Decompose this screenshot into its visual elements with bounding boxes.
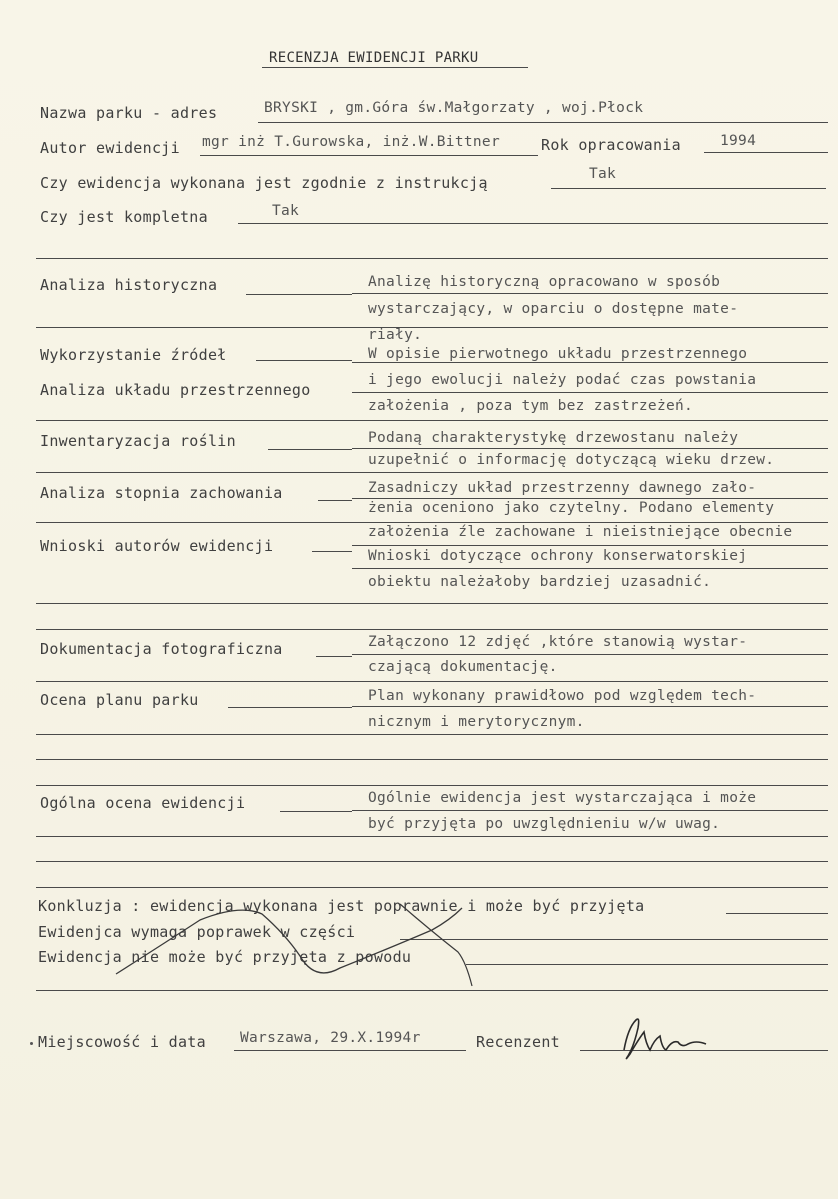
authors-conclusions-label: Wnioski autorów ewidencji bbox=[40, 537, 274, 555]
authors-conclusions-line-2: Wnioski dotyczące ochrony konserwatorskiej bbox=[368, 548, 748, 564]
photo-label: Dokumentacja fotograficzna bbox=[40, 640, 283, 658]
place-rule bbox=[234, 1050, 466, 1051]
hist-line-3: riały. bbox=[368, 327, 423, 343]
conclusion-line-1: Konkluzja : ewidencja wykonana jest poprawnie i może być przyjęta bbox=[38, 897, 645, 915]
sources-leader bbox=[256, 360, 352, 361]
author-line bbox=[200, 155, 538, 156]
complete-label: Czy jest kompletna bbox=[40, 208, 208, 226]
spatial-line-1: W opisie pierwotnego układu przestrzennego bbox=[368, 346, 748, 362]
blank-rule-5 bbox=[36, 887, 828, 888]
overall-rule-2 bbox=[36, 836, 828, 837]
sources-label: Wykorzystanie źródeł bbox=[40, 346, 227, 364]
hist-line-1: Analizę historyczną opracowano w sposób bbox=[368, 274, 721, 290]
complete-line bbox=[238, 223, 828, 224]
authors-conclusions-rule-3 bbox=[36, 603, 828, 604]
park-line bbox=[258, 122, 828, 123]
blank-rule-3 bbox=[36, 785, 828, 786]
hist-rule-2 bbox=[36, 327, 828, 328]
overall-line-1: Ogólnie ewidencja jest wystarczająca i może bbox=[368, 790, 757, 806]
photo-line-2: czającą dokumentację. bbox=[368, 659, 558, 675]
inventory-label: Inwentaryzacja roślin bbox=[40, 432, 236, 450]
overall-leader bbox=[280, 811, 352, 812]
rule-top bbox=[36, 258, 828, 259]
spatial-line-2: i jego ewolucji należy podać czas powstania bbox=[368, 372, 757, 388]
place-value: Warszawa, 29.X.1994r bbox=[240, 1030, 421, 1046]
place-label: Miejscowość i data bbox=[38, 1033, 206, 1051]
authors-conclusions-rule-1 bbox=[352, 545, 828, 546]
instruction-line bbox=[551, 188, 826, 189]
overall-rule-1 bbox=[352, 810, 828, 811]
photo-rule-1 bbox=[352, 654, 828, 655]
year-line bbox=[704, 152, 828, 153]
document-title: RECENZJA EWIDENCJI PARKU bbox=[269, 50, 479, 66]
reviewer-label: Recenzent bbox=[476, 1033, 560, 1051]
conclusion-rule-4 bbox=[36, 990, 828, 991]
author-value: mgr inż T.Gurowska, inż.W.Bittner bbox=[202, 134, 500, 150]
year-value: 1994 bbox=[720, 133, 757, 149]
preservation-rule-1 bbox=[352, 498, 828, 499]
spatial-label: Analiza układu przestrzennego bbox=[40, 381, 311, 399]
conclusion-line-3: Ewidencja nie może być przyjęta z powodu bbox=[38, 948, 412, 966]
reviewer-signature bbox=[606, 1010, 716, 1065]
margin-dot bbox=[30, 1042, 33, 1045]
plan-rule-2 bbox=[36, 734, 828, 735]
instruction-value: Tak bbox=[589, 166, 617, 182]
author-label: Autor ewidencji bbox=[40, 139, 180, 157]
instruction-label: Czy ewidencja wykonana jest zgodnie z instrukcją bbox=[40, 174, 488, 192]
plan-label: Ocena planu parku bbox=[40, 691, 199, 709]
preservation-label: Analiza stopnia zachowania bbox=[40, 484, 283, 502]
photo-leader bbox=[316, 656, 352, 657]
inventory-rule-2 bbox=[36, 472, 828, 473]
authors-conclusions-line-3: obiektu należałoby bardziej uzasadnić. bbox=[368, 574, 712, 590]
preservation-line-2: żenia oceniono jako czytelny. Podano elementy bbox=[368, 500, 775, 516]
complete-value: Tak bbox=[272, 203, 300, 219]
blank-rule-2 bbox=[36, 759, 828, 760]
park-label: Nazwa parku - adres bbox=[40, 104, 218, 122]
overall-line-2: być przyjęta po uwzględnieniu w/w uwag. bbox=[368, 816, 721, 832]
conclusion-rule-3 bbox=[466, 964, 828, 965]
blank-rule-4 bbox=[36, 861, 828, 862]
spatial-line-3: założenia , poza tym bez zastrzeżeń. bbox=[368, 398, 694, 414]
year-label: Rok opracowania bbox=[541, 136, 681, 154]
plan-line-1: Plan wykonany prawidłowo pod względem tech- bbox=[368, 688, 757, 704]
authors-conclusions-leader bbox=[312, 551, 352, 552]
spatial-rule-1 bbox=[352, 362, 828, 363]
preservation-line-1: Zasadniczy układ przestrzenny dawnego zało- bbox=[368, 480, 757, 496]
hist-line-2: wystarczający, w oparciu o dostępne mate- bbox=[368, 301, 739, 317]
plan-rule-1 bbox=[352, 706, 828, 707]
inventory-line-1: Podaną charakterystykę drzewostanu należy bbox=[368, 430, 739, 446]
preservation-rule-2 bbox=[36, 522, 828, 523]
conclusion-line-2: Ewidenjca wymaga poprawek w części bbox=[38, 923, 356, 941]
hist-label: Analiza historyczna bbox=[40, 276, 218, 294]
inventory-rule-1 bbox=[352, 448, 828, 449]
spatial-rule-3 bbox=[36, 420, 828, 421]
conclusion-rule-1 bbox=[726, 913, 828, 914]
blank-rule-1 bbox=[36, 629, 828, 630]
plan-leader bbox=[228, 707, 352, 708]
authors-conclusions-line-1: założenia źle zachowane i nieistniejące obecnie bbox=[368, 524, 793, 540]
park-value: BRYSKI , gm.Góra św.Małgorzaty , woj.Płock bbox=[264, 100, 644, 116]
inventory-line-2: uzupełnić o informację dotyczącą wieku drzew. bbox=[368, 452, 775, 468]
title-underline bbox=[262, 67, 528, 68]
plan-line-2: nicznym i merytorycznym. bbox=[368, 714, 585, 730]
overall-label: Ogólna ocena ewidencji bbox=[40, 794, 246, 812]
inventory-leader bbox=[268, 449, 352, 450]
preservation-leader bbox=[318, 500, 352, 501]
authors-conclusions-rule-2 bbox=[352, 568, 828, 569]
spatial-rule-2 bbox=[352, 392, 828, 393]
photo-rule-2 bbox=[36, 681, 828, 682]
crossout-mark bbox=[100, 890, 490, 990]
hist-rule-1 bbox=[352, 293, 828, 294]
photo-line-1: Załączono 12 zdjęć ,które stanowią wystar- bbox=[368, 634, 748, 650]
hist-leader bbox=[246, 294, 352, 295]
